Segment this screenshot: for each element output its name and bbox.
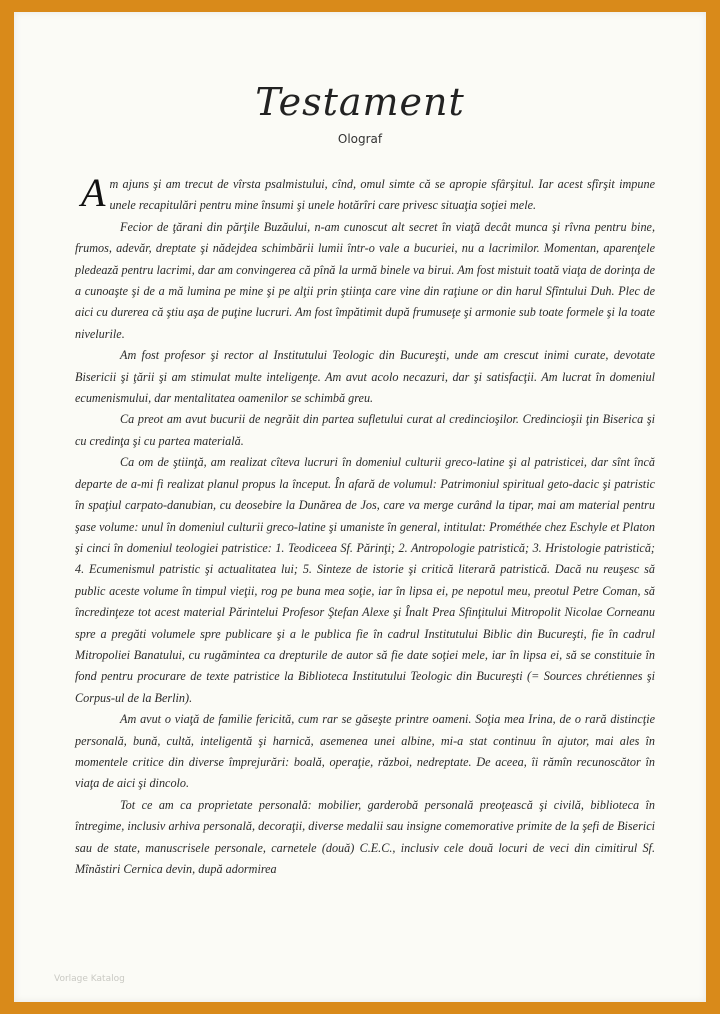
- paragraph-4: Ca preot am avut bucurii de negrăit din partea sufletului curat al credincioşilor. Credincioşii ţin Biserica şi cu credinţa şi cu partea materială.: [75, 412, 655, 448]
- watermark: Vorlage Katalog: [54, 974, 125, 984]
- paragraph-5: Ca om de ştiinţă, am realizat cîteva lucruri în domeniul culturii greco-latine şi al patristicei, dar sînt încă departe de a-mi fi realizat planul propus la început. În afară de volumul: Patrimoniul spiritual geto-dacic şi patristic în spaţiul carpato-danubian, cu deosebire la Dunărea de Jos, care va merge curând la tipar, mai am material pentru şase volume: unul în domeniul culturii greco-latine şi umaniste în general, intitulat: Prométhée chez Eschyle et Platon şi cinci în domeniul teologiei patristice: 1. Teodiceea Sf. Părinţi; 2. Antropologie patristică; 3. Hristologie patristică; 4. Ecumenismul patristic şi actualitatea lui; 5. Sinteze de istorie şi critică literară patristică. Dacă nu reuşesc să public aceste volume în timpul vieţii, rog pe buna mea soţie, iar în lipsa ei, pe nepotul meu, preotul Petre Coman, să încredinţeze tot acest material Părintelui Profesor Ştefan Alexe şi Înalt Prea Sfinţitului Mitropolit Nicolae Corneanu spre a pregăti volumele spre publicare şi a le publica fie în cadrul Institutului Biblic din Bucureşti, fie în cadrul Mitropoliei Banatului, cu rugămintea ca drepturile de autor să fie date soţiei mele, iar în lipsa ei, să se constituie în fond pentru procurare de texte patristice la Biblioteca Institutului Teologic din Bucureşti (= Sources chrétiennes şi Corpus-ul de la Berlin).: [75, 455, 655, 705]
- paragraph-6: Am avut o viaţă de familie fericită, cum rar se găseşte printre oameni. Soţia mea Irina, de o rară distincţie personală, bună, cultă, inteligentă şi harnică, asemenea unei albine, mi-a stat continuu în ajutor, mai ales în momentele critice din diverse împrejurări: boală, operaţie, război, nedreptate. De aceea, îi rămîn recunoscător în viaţa de aici şi dincolo.: [75, 712, 655, 791]
- document-body: [75, 170, 655, 880]
- paragraph-7: Tot ce am ca proprietate personală: mobilier, garderobă personală preoţească şi civilă, biblioteca în întregime, inclusiv arhiva personală, decoraţii, diverse medalii sau insigne comemorative primite de la şefi de Biserici sau de state, manuscrisele personale, carnetele (două) C.E.C., inclusiv cele două locuri de veci din cimitirul Sf. Mînăstiri Cernica devin, după adormirea: [75, 797, 655, 876]
- paragraph-1-text: m ajuns şi am trecut de vîrsta psalmistului, cînd, omul simte că se apropie sfârşitul. Iar acest sfîrşit impune unele recapitulări pentru mine însumi şi unele hotărîri care privesc situaţia soţiei mele.: [109, 177, 655, 213]
- document-title: Testament: [255, 80, 465, 124]
- paragraph-2: Fecior de ţărani din părţile Buzăului, n-am cunoscut alt secret în viaţă decât munca şi rîvna pentru bine, frumos, adevăr, dreptate şi nădejdea schimbării lumii într-o vale a bucuriei, nu a lacrimilor. Momentan, aparenţele pledează pentru lacrimi, dar am convingerea că pînă la urmă binele va birui. Am fost mistuit toată viaţa de dorinţa de a cunoaşte şi de a mă lumina pe mine şi pe alţii prin ştiinţa care vine din raţiune or din harul Sfîntului Duh. Plec de aici cu durerea că ştiu aşa de puţine lucruri. Am fost împătimit după frumuseţe şi armonie sub toate formele şi la toate nivelurile.: [75, 219, 655, 341]
- drop-cap: A: [81, 170, 106, 215]
- document-page: [14, 12, 706, 1002]
- paragraph-1: [75, 170, 655, 217]
- document-subtitle: Olograf: [337, 132, 383, 146]
- paragraph-3: Am fost profesor şi rector al Institutului Teologic din Bucureşti, unde am crescut inimi curate, devotate Bisericii şi ţării şi am stimulat multe inteligenţe. Am avut acolo necazuri, dar şi satisfacţii. Am lucrat în domeniul ecumenismului, dar mentalitatea oamenilor se schimbă greu.: [75, 348, 655, 406]
